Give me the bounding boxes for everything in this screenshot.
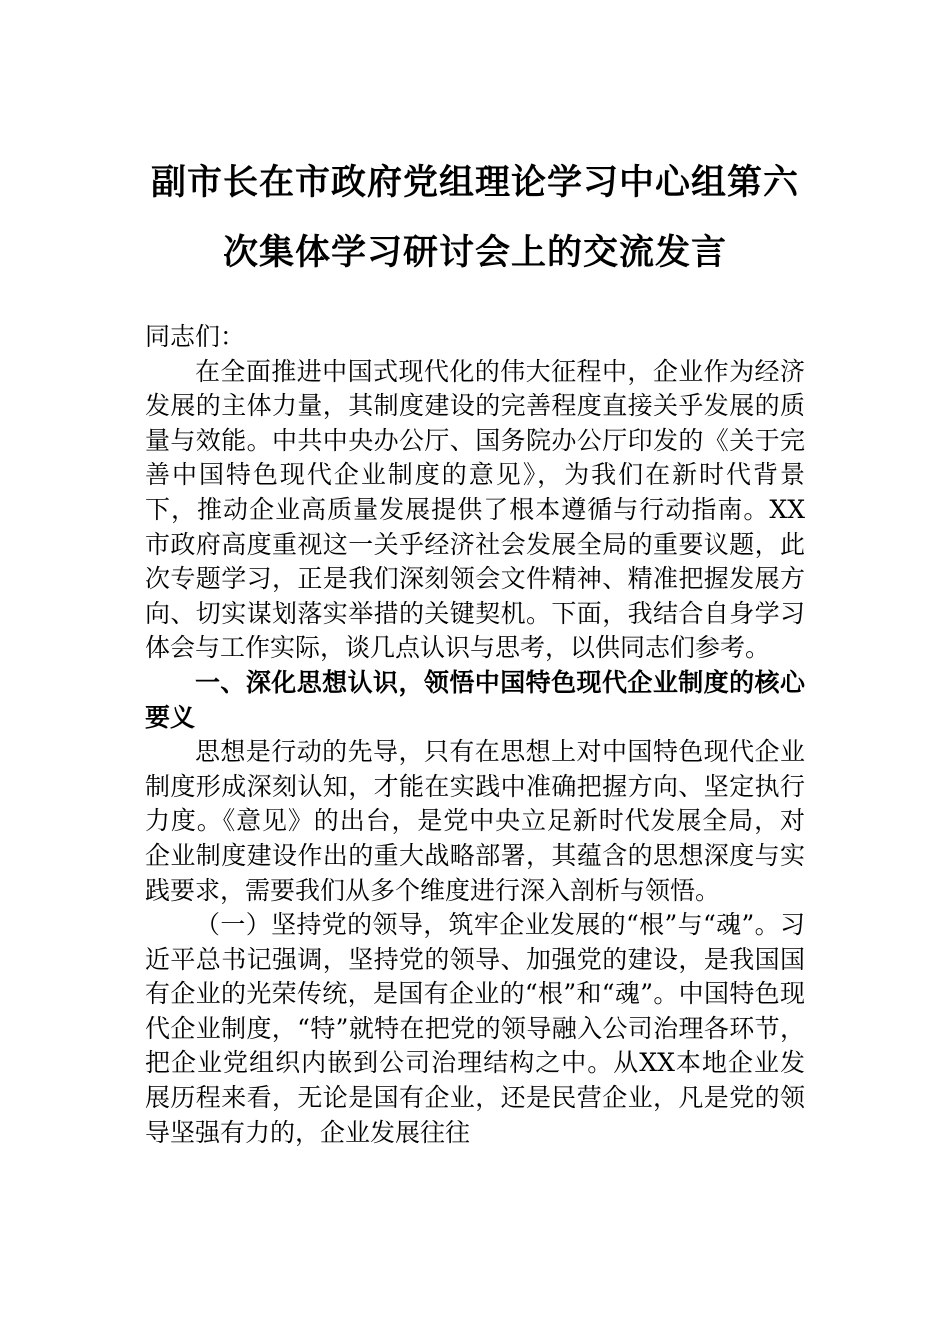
section-1-heading: 一、深化思想认识，领悟中国特色现代企业制度的核心要义 — [145, 667, 805, 732]
document-title-line-1: 副市长在市政府党组理论学习中心组第六 — [150, 162, 799, 203]
document-body — [145, 320, 805, 1150]
salutation: 同志们： — [145, 322, 246, 351]
subsection-1-paragraph: （一）坚持党的领导，筑牢企业发展的“根”与“魂”。习近平总书记强调，坚持党的领导、加强党的建设，是我国国有企业的光荣传统，是国有企业的“根”和“魂”。中国特色现代企业制度，“特”就特在把党的领导融入公司治理各环节，把企业党组织内嵌到公司治理结构之中。从XX本地企业发展历程来看，无论是国有企业，还是民营企业，凡是党的领导坚强有力的，企业发展往往 — [145, 910, 805, 1147]
section-1-paragraph: 思想是行动的先导，只有在思想上对中国特色现代企业制度形成深刻认知，才能在实践中准确把握方向、坚定执行力度。《意见》的出台，是党中央立足新时代发展全局，对企业制度建设作出的重大战略部署，其蕴含的思想深度与实践要求，需要我们从多个维度进行深入剖析与领悟。 — [145, 737, 805, 905]
document-title-line-2: 次集体学习研讨会上的交流发言 — [222, 232, 727, 273]
intro-paragraph: 在全面推进中国式现代化的伟大征程中，企业作为经济发展的主体力量，其制度建设的完善程度直接关乎发展的质量与效能。中共中央办公厅、国务院办公厅印发的《关于完善中国特色现代企业制度的意见》，为我们在新时代背景下，推动企业高质量发展提供了根本遵循与行动指南。XX市政府高度重视这一关乎经济社会发展全局的重要议题，此次专题学习，正是我们深刻领会文件精神、精准把握发展方向、切实谋划落实举措的关键契机。下面，我结合自身学习体会与工作实际，谈几点认识与思考，以供同志们参考。 — [145, 356, 805, 663]
